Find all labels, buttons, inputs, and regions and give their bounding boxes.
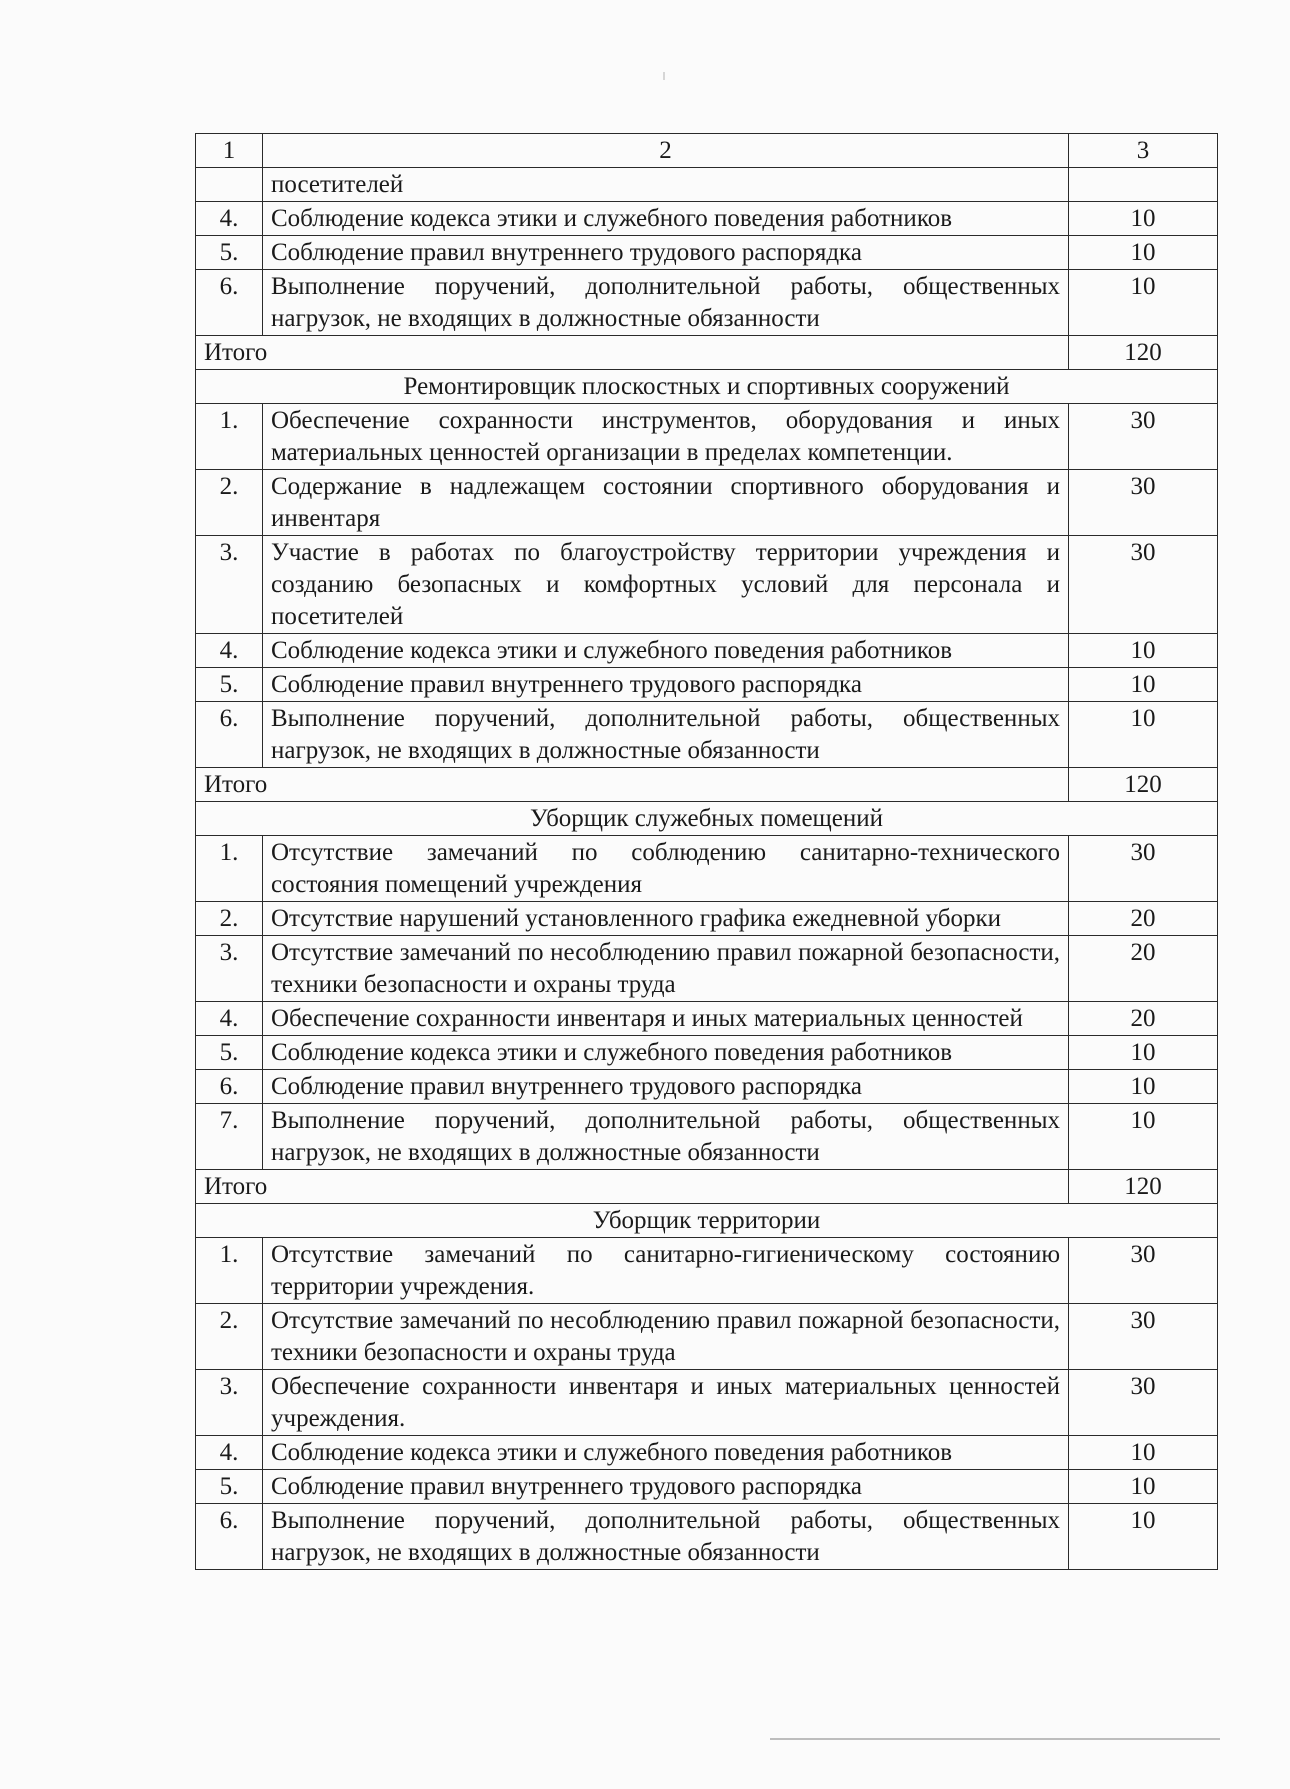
criterion-text: Отсутствие замечаний по соблюдению санитарно-технического состояния помещений учреждения bbox=[263, 836, 1069, 902]
section-header-row bbox=[196, 1204, 1218, 1238]
criterion-row bbox=[196, 1470, 1218, 1504]
criterion-score: 30 bbox=[1069, 1238, 1218, 1304]
criterion-row bbox=[196, 902, 1218, 936]
section-title: Уборщик территории bbox=[196, 1204, 1218, 1238]
section-title: Ремонтировщик плоскостных и спортивных сооружений bbox=[196, 370, 1218, 404]
criterion-score: 30 bbox=[1069, 1370, 1218, 1436]
criterion-number: 6. bbox=[196, 702, 263, 768]
criterion-row bbox=[196, 270, 1218, 336]
criterion-number: 3. bbox=[196, 1370, 263, 1436]
criterion-score: 10 bbox=[1069, 668, 1218, 702]
criterion-row bbox=[196, 536, 1218, 634]
criterion-text: Отсутствие замечаний по несоблюдению правил пожарной безопасности, техники безопасности и охраны труда bbox=[263, 936, 1069, 1002]
criterion-text: Обеспечение сохранности инструментов, оборудования и иных материальных ценностей организации в пределах компетенции. bbox=[263, 404, 1069, 470]
criterion-score: 10 bbox=[1069, 1436, 1218, 1470]
criterion-text: Соблюдение кодекса этики и служебного поведения работников bbox=[263, 1436, 1069, 1470]
criterion-text: Соблюдение правил внутреннего трудового распорядка bbox=[263, 668, 1069, 702]
total-value: 120 bbox=[1069, 1170, 1218, 1204]
criterion-text: Отсутствие нарушений установленного графика ежедневной уборки bbox=[263, 902, 1069, 936]
criterion-text: Отсутствие замечаний по несоблюдению правил пожарной безопасности, техники безопасности и охраны труда bbox=[263, 1304, 1069, 1370]
total-label: Итого bbox=[196, 336, 1069, 370]
criterion-number: 2. bbox=[196, 1304, 263, 1370]
criterion-number: 5. bbox=[196, 1470, 263, 1504]
continuation-num-cell bbox=[196, 168, 263, 202]
criterion-score: 10 bbox=[1069, 1070, 1218, 1104]
criterion-number: 1. bbox=[196, 1238, 263, 1304]
total-label: Итого bbox=[196, 768, 1069, 802]
criterion-row bbox=[196, 1238, 1218, 1304]
criterion-row bbox=[196, 634, 1218, 668]
criterion-score: 10 bbox=[1069, 270, 1218, 336]
criterion-text: Соблюдение правил внутреннего трудового распорядка bbox=[263, 1470, 1069, 1504]
criterion-score: 30 bbox=[1069, 1304, 1218, 1370]
criterion-score: 10 bbox=[1069, 1104, 1218, 1170]
header-cell-3: 3 bbox=[1069, 134, 1218, 168]
criterion-row bbox=[196, 668, 1218, 702]
criterion-score: 10 bbox=[1069, 634, 1218, 668]
header-cell-1: 1 bbox=[196, 134, 263, 168]
criterion-text: Участие в работах по благоустройству территории учреждения и созданию безопасных и комфортных условий для персонала и посетителей bbox=[263, 536, 1069, 634]
criterion-text: Выполнение поручений, дополнительной работы, общественных нагрузок, не входящих в должностные обязанности bbox=[263, 1504, 1069, 1570]
criterion-score: 10 bbox=[1069, 1036, 1218, 1070]
criterion-row bbox=[196, 404, 1218, 470]
criterion-score: 10 bbox=[1069, 236, 1218, 270]
criterion-text: Выполнение поручений, дополнительной работы, общественных нагрузок, не входящих в должностные обязанности bbox=[263, 1104, 1069, 1170]
criterion-row bbox=[196, 202, 1218, 236]
criterion-number: 6. bbox=[196, 1070, 263, 1104]
section-title: Уборщик служебных помещений bbox=[196, 802, 1218, 836]
criterion-score: 10 bbox=[1069, 702, 1218, 768]
continuation-row bbox=[196, 168, 1218, 202]
criterion-text: Соблюдение кодекса этики и служебного поведения работников bbox=[263, 202, 1069, 236]
criterion-text: Отсутствие замечаний по санитарно-гигиеническому состоянию территории учреждения. bbox=[263, 1238, 1069, 1304]
criterion-text: Содержание в надлежащем состоянии спортивного оборудования и инвентаря bbox=[263, 470, 1069, 536]
criterion-row bbox=[196, 1370, 1218, 1436]
criterion-text: Выполнение поручений, дополнительной работы, общественных нагрузок, не входящих в должностные обязанности bbox=[263, 270, 1069, 336]
criterion-number: 4. bbox=[196, 1002, 263, 1036]
criterion-score: 10 bbox=[1069, 1470, 1218, 1504]
criterion-number: 1. bbox=[196, 404, 263, 470]
header-cell-2: 2 bbox=[263, 134, 1069, 168]
criterion-number: 5. bbox=[196, 668, 263, 702]
criterion-number: 2. bbox=[196, 470, 263, 536]
header-row bbox=[196, 134, 1218, 168]
criterion-number: 4. bbox=[196, 1436, 263, 1470]
criteria-table bbox=[195, 133, 1218, 1570]
criterion-number: 7. bbox=[196, 1104, 263, 1170]
total-label: Итого bbox=[196, 1170, 1069, 1204]
criterion-row bbox=[196, 702, 1218, 768]
criterion-score: 30 bbox=[1069, 536, 1218, 634]
criterion-score: 20 bbox=[1069, 902, 1218, 936]
scan-speck bbox=[663, 72, 665, 80]
total-value: 120 bbox=[1069, 768, 1218, 802]
continuation-score-cell bbox=[1069, 168, 1218, 202]
criterion-number: 5. bbox=[196, 236, 263, 270]
criterion-number: 1. bbox=[196, 836, 263, 902]
continuation-text: посетителей bbox=[263, 168, 1069, 202]
criterion-number: 2. bbox=[196, 902, 263, 936]
criterion-number: 4. bbox=[196, 634, 263, 668]
criterion-row bbox=[196, 1036, 1218, 1070]
criterion-text: Выполнение поручений, дополнительной работы, общественных нагрузок, не входящих в должностные обязанности bbox=[263, 702, 1069, 768]
criterion-row bbox=[196, 1070, 1218, 1104]
criterion-score: 30 bbox=[1069, 470, 1218, 536]
criterion-number: 3. bbox=[196, 536, 263, 634]
criterion-row bbox=[196, 1002, 1218, 1036]
criterion-score: 30 bbox=[1069, 404, 1218, 470]
scan-artifact-line bbox=[770, 1738, 1220, 1740]
criterion-row bbox=[196, 1304, 1218, 1370]
criterion-score: 20 bbox=[1069, 1002, 1218, 1036]
criteria-table-body bbox=[196, 134, 1218, 1570]
total-value: 120 bbox=[1069, 336, 1218, 370]
criterion-row bbox=[196, 470, 1218, 536]
criterion-row bbox=[196, 1104, 1218, 1170]
criterion-text: Соблюдение правил внутреннего трудового распорядка bbox=[263, 1070, 1069, 1104]
criterion-score: 10 bbox=[1069, 1504, 1218, 1570]
criterion-score: 20 bbox=[1069, 936, 1218, 1002]
criterion-text: Соблюдение кодекса этики и служебного поведения работников bbox=[263, 634, 1069, 668]
criterion-number: 6. bbox=[196, 1504, 263, 1570]
criterion-text: Обеспечение сохранности инвентаря и иных материальных ценностей учреждения. bbox=[263, 1370, 1069, 1436]
criterion-number: 5. bbox=[196, 1036, 263, 1070]
section-header-row bbox=[196, 370, 1218, 404]
criterion-score: 10 bbox=[1069, 202, 1218, 236]
criterion-score: 30 bbox=[1069, 836, 1218, 902]
total-row bbox=[196, 1170, 1218, 1204]
criterion-row bbox=[196, 236, 1218, 270]
criterion-text: Обеспечение сохранности инвентаря и иных материальных ценностей bbox=[263, 1002, 1069, 1036]
criterion-text: Соблюдение правил внутреннего трудового распорядка bbox=[263, 236, 1069, 270]
section-header-row bbox=[196, 802, 1218, 836]
criterion-row bbox=[196, 1504, 1218, 1570]
criterion-row bbox=[196, 936, 1218, 1002]
criterion-row bbox=[196, 1436, 1218, 1470]
criterion-row bbox=[196, 836, 1218, 902]
criterion-number: 6. bbox=[196, 270, 263, 336]
criterion-number: 3. bbox=[196, 936, 263, 1002]
total-row bbox=[196, 336, 1218, 370]
criterion-text: Соблюдение кодекса этики и служебного поведения работников bbox=[263, 1036, 1069, 1070]
criterion-number: 4. bbox=[196, 202, 263, 236]
total-row bbox=[196, 768, 1218, 802]
